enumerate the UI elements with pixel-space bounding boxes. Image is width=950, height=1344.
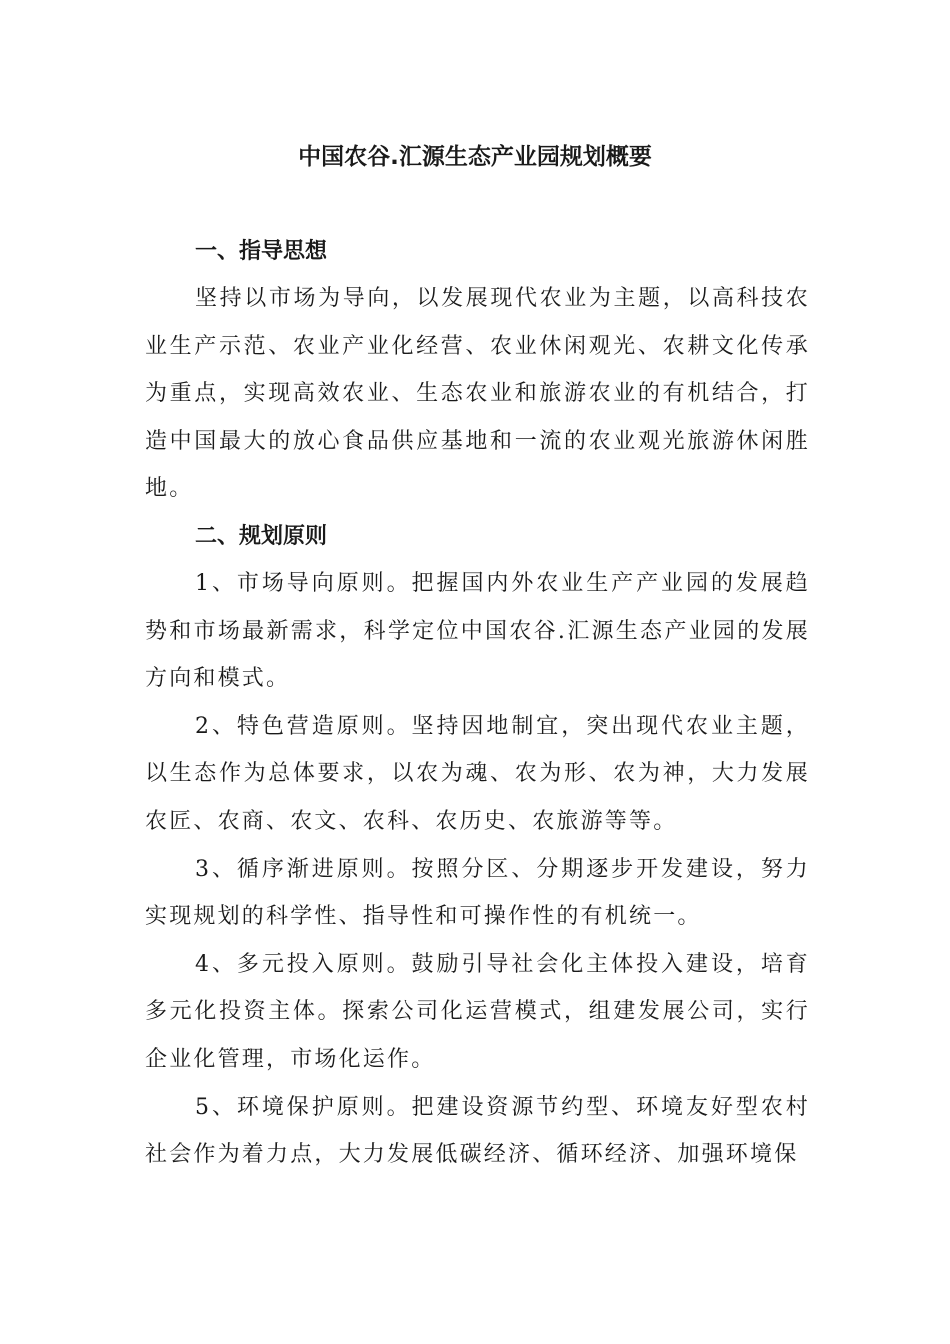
principle-gradual-progress: 3、循序渐进原则。按照分区、分期逐步开发建设，努力实现规划的科学性、指导性和可操作性的有机统一。 xyxy=(145,856,810,930)
principle-distinctive-features: 2、特色营造原则。坚持因地制宜，突出现代农业主题，以生态作为总体要求，以农为魂、农为形、农为神，大力发展农匠、农商、农文、农科、农历史、农旅游等等。 xyxy=(145,713,810,834)
section-heading: 一、指导思想 xyxy=(195,239,328,264)
principle-market-orientation: 1、市场导向原则。把握国内外农业生产产业园的发展趋势和市场最新需求，科学定位中国农谷.汇源生态产业园的发展方向和模式。 xyxy=(145,570,810,692)
section-guiding-thought xyxy=(145,228,810,513)
section-heading: 二、规划原则 xyxy=(195,523,328,549)
principle-diversified-investment: 4、多元投入原则。鼓励引导社会化主体投入建设，培育多元化投资主体。探索公司化运营模式，组建发展公司，实行企业化管理，市场化运作。 xyxy=(145,951,810,1072)
principle-environmental-protection: 5、环境保护原则。把建设资源节约型、环境友好型农村社会作为着力点，大力发展低碳经济、循环经济、加强环境保 xyxy=(145,1094,810,1168)
paragraph: 坚持以市场为导向，以发展现代农业为主题，以高科技农业生产示范、农业产业化经营、农业休闲观光、农耕文化传承为重点，实现高效农业、生态农业和旅游农业的有机结合，打造中国最大的放心食品供应基地和一流的农业观光旅游休闲胜地。 xyxy=(145,286,810,502)
document-body xyxy=(145,228,810,1179)
document-title: 中国农谷.汇源生态产业园规划概要 xyxy=(298,144,652,170)
section-planning-principles xyxy=(145,513,810,1179)
